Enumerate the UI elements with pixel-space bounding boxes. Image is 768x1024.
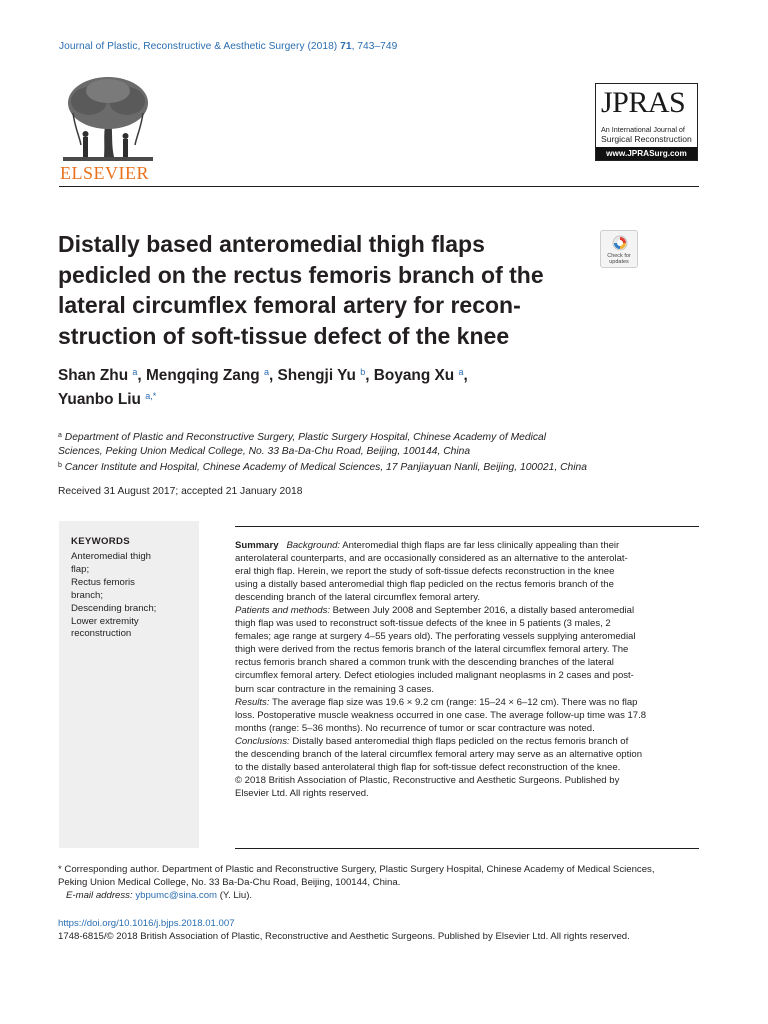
affiliation-text: Cancer Institute and Hospital, Chinese Academy of Medical Sciences, 17 Panjiayuan Nanli, Beijing, 100021, China — [61, 462, 587, 473]
keywords-heading: KEYWORDS — [71, 536, 130, 547]
author-separator: , — [463, 367, 468, 384]
elsevier-wordmark: ELSEVIER — [60, 163, 149, 183]
author-name[interactable]: Shengji Yu — [277, 367, 356, 384]
affiliation-text: Department of Plastic and Reconstructive Surgery, Plastic Surgery Hospital, Chinese Academy of Medical — [61, 432, 547, 443]
author-email-link[interactable]: ybpumc@sina.com — [135, 890, 218, 901]
keywords-panel — [59, 521, 199, 848]
received-dates: Received 31 August 2017; accepted 21 January 2018 — [58, 486, 303, 497]
keyword-line: flap; — [71, 563, 90, 575]
abstract-text: Between July 2008 and September 2016, a distally based anteromedial — [330, 605, 635, 617]
abstract-line: the descending branch of the lateral circumflex femoral artery may serve as an alternative option — [235, 748, 643, 760]
abstract-line: thigh were derived from the rectus femoris branch of the lateral circumflex femoral artery. The — [235, 644, 629, 656]
abstract-line: anterolateral counterparts, and are occasionally considered as an alternative to the anterolat- — [235, 553, 628, 565]
author-separator: , — [365, 367, 374, 384]
conclusions-label: Conclusions: — [235, 735, 290, 747]
patients-methods-label: Patients and methods: — [235, 605, 330, 617]
footnote-line: Peking Union Medical College, No. 33 Ba-Da-Chu Road, Beijing, 100144, China. — [58, 877, 401, 888]
title-line: pedicled on the rectus femoris branch of the — [58, 261, 544, 288]
abstract-line: burn scar contracture in the remaining 3 cases. — [235, 683, 434, 695]
keyword-line: Rectus femoris — [71, 576, 135, 588]
author-separator: , — [268, 367, 278, 384]
jpras-subtitle-2: Surgical Reconstruction — [601, 134, 692, 144]
footnote-email-line — [58, 889, 655, 902]
affiliation-a-continued: Sciences, Peking Union Medical College, No. 33 Ba-Da-Chu Road, Beijing, 100144, China — [58, 446, 471, 457]
author-affiliation-mark[interactable]: b — [360, 367, 366, 377]
affiliations — [58, 429, 587, 475]
copyright-line: Elsevier Ltd. All rights reserved. — [235, 787, 369, 799]
abstract-line: to the distally based anterolateral thigh flap for soft-tissue defect reconstruction of the knee. — [235, 761, 621, 773]
affiliation-b — [58, 459, 587, 475]
abstract-line: circumflex femoral artery. Defect etiologies included malignant neoplasms in 2 cases and post- — [235, 670, 634, 682]
abstract-text: Anteromedial thigh flaps are far less clinically appealing than their — [340, 540, 620, 551]
author-line — [58, 362, 468, 386]
abstract-line: using a distally based anteromedial thigh flap pedicled on the rectus femoris branch of the — [235, 579, 614, 591]
affiliation-label: b — [58, 462, 62, 469]
summary-label: Summary — [235, 540, 279, 551]
author-affiliation-mark[interactable]: a — [132, 367, 138, 377]
email-suffix: (Y. Liu). — [217, 890, 253, 901]
title-line: Distally based anteromedial thigh flaps — [58, 231, 485, 257]
jpras-logo[interactable] — [595, 83, 698, 161]
check-updates-icon — [612, 235, 628, 251]
author-name[interactable]: Shan Zhu — [58, 367, 129, 384]
abstract-line: rectus femoris branch shared a common trunk with the descending branches of the lateral — [235, 657, 614, 669]
keywords-list — [71, 551, 195, 641]
abstract-line — [235, 604, 700, 617]
footnote-line: * Corresponding author. Department of Plastic and Reconstructive Surgery, Plastic Surgery Hospital, Chinese Academy of Medical Sciences, — [58, 864, 655, 875]
author-name[interactable]: Mengqing Zang — [145, 367, 260, 384]
abstract — [235, 539, 700, 800]
abstract-top-rule — [235, 526, 699, 527]
author-name[interactable]: Yuanbo Liu — [58, 391, 141, 408]
author-line — [58, 386, 468, 410]
abstract-line: eral thigh flap. Herein, we report the study of soft-tissue defects reconstruction in the knee — [235, 566, 615, 578]
copyright-line: © 2018 British Association of Plastic, Reconstructive and Aesthetic Surgeons. Published by — [235, 774, 620, 786]
abstract-line: females; age range at surgery 4–55 years old). The perforating vessels supplying anteromedial — [235, 631, 636, 643]
keyword-line: Descending branch; — [71, 602, 157, 614]
background-label: Background: — [286, 540, 341, 551]
article-title — [58, 229, 603, 351]
affiliation-a — [58, 429, 587, 445]
author-affiliation-mark[interactable]: a — [263, 367, 269, 377]
author-affiliation-mark[interactable]: a — [458, 367, 464, 377]
abstract-text: Distally based anteromedial thigh flaps pedicled on the rectus femoris branch of — [289, 735, 629, 747]
abstract-text: The average flap size was 19.6 × 9.2 cm (range: 15–24 × 6–12 cm). There was no flap — [269, 696, 638, 708]
abstract-line — [235, 539, 700, 552]
author-affiliation-mark[interactable]: a,* — [145, 391, 157, 401]
journal-name: Journal of Plastic, Reconstructive & Aesthetic Surgery (2018) — [59, 41, 341, 52]
keyword-line: Lower extremity — [71, 615, 139, 627]
abstract-line — [235, 735, 700, 748]
jpras-subtitle-1: An International Journal of — [601, 125, 685, 134]
issn-copyright: 1748-6815/© 2018 British Association of Plastic, Reconstructive and Aesthetic Surgeons. Published by Elsevier Ltd. All rights reserved. — [58, 931, 630, 942]
header-divider — [59, 186, 699, 187]
abstract-line: descending branch of the lateral circumflex femoral artery. — [235, 592, 480, 604]
affiliation-label: a — [58, 432, 62, 439]
author-name[interactable]: Boyang Xu — [373, 367, 455, 384]
abstract-bottom-rule — [235, 848, 699, 849]
doi-link[interactable]: https://doi.org/10.1016/j.bjps.2018.01.007 — [58, 918, 235, 929]
abstract-line: loss. Postoperative muscle weakness occurred in one case. The average follow-up time was 17.8 — [235, 709, 647, 721]
jpras-name: JPRAS — [601, 86, 686, 119]
keyword-line: reconstruction — [71, 628, 132, 640]
abstract-line — [235, 696, 700, 709]
title-line: lateral circumflex femoral artery for recon- — [58, 292, 521, 318]
author-separator: , — [137, 367, 146, 384]
doi-block — [58, 917, 630, 943]
jpras-url: www.JPRASurg.com — [596, 147, 697, 160]
corresponding-author-footnote — [58, 863, 655, 902]
journal-pages: , 743–749 — [351, 41, 398, 52]
results-label: Results: — [235, 696, 270, 708]
check-for-updates-button[interactable] — [600, 230, 638, 268]
check-updates-label: Check for updates — [607, 253, 631, 265]
abstract-line: thigh flap was used to reconstruct soft-tissue defects of the knee in 5 patients (3 males, 2 — [235, 618, 611, 630]
title-line: struction of soft-tissue defect of the knee — [58, 322, 510, 349]
email-label: E-mail address: — [66, 890, 133, 901]
abstract-line: months (range: 5–36 months). No recurrence of tumor or scar contracture was noted. — [235, 722, 595, 734]
keyword-line: branch; — [71, 589, 103, 601]
journal-volume: 71 — [340, 41, 352, 52]
author-list — [58, 362, 468, 410]
keyword-line: Anteromedial thigh — [71, 551, 151, 562]
journal-citation[interactable] — [59, 41, 397, 52]
